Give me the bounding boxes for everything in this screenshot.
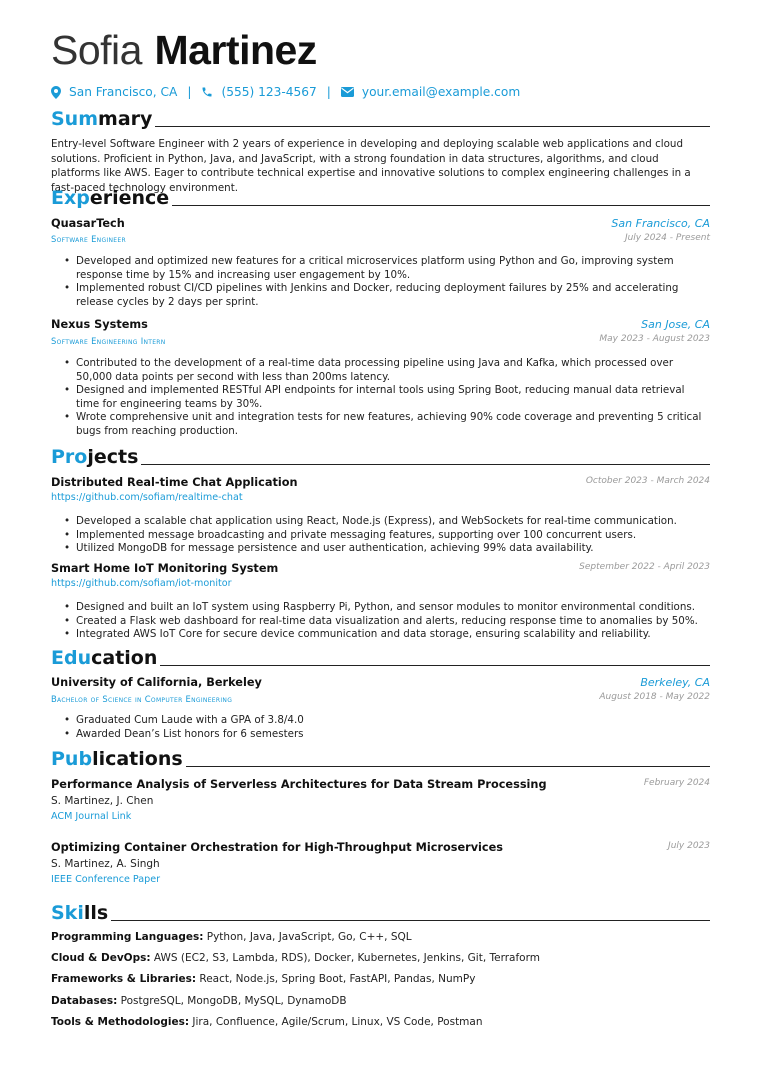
publication-date: February 2024: [643, 778, 710, 788]
project-title: Distributed Real-time Chat Application: [51, 476, 298, 489]
project-title: Smart Home IoT Monitoring System: [51, 562, 279, 575]
heading-accent: Sum: [51, 108, 99, 130]
heading-rest: lications: [92, 748, 183, 770]
last-name: Martinez: [154, 27, 317, 73]
project-dates: September 2022 - April 2023: [579, 562, 710, 572]
job-role: Software Engineering Intern: [51, 336, 166, 346]
project-link[interactable]: https://github.com/sofiam/realtime-chat: [51, 492, 243, 503]
contact-separator: |: [326, 85, 331, 99]
publication-authors: S. Martinez, J. Chen: [51, 795, 154, 807]
heading-rest: lls: [83, 902, 109, 924]
heading-accent: Pro: [51, 446, 88, 468]
section-divider: [172, 205, 710, 206]
skill-row: [51, 952, 540, 964]
education-dates: August 2018 - May 2022: [599, 692, 710, 702]
skill-row: [51, 973, 475, 985]
list-item: • Created a Flask web dashboard for real-time data visualization and alerts, reducing response time to anomalies by 50%.: [62, 615, 710, 629]
section-heading-projects: [51, 446, 710, 468]
list-item: • Contributed to the development of a real-time data processing pipeline using Java and Kafka, which processed over 50,000 data points per second with less than 200ms latency.: [62, 357, 710, 384]
list-item: • Developed and optimized new features for a critical microservices platform using Python and Go, improving system response time by 15% and increasing user engagement by 10%.: [62, 255, 710, 282]
skill-label: Databases:: [51, 995, 118, 1007]
section-heading-publications: [51, 748, 710, 770]
section-heading-experience: [51, 187, 710, 209]
skill-row: [51, 995, 347, 1007]
first-name: Sofia: [51, 27, 142, 73]
list-item: • Utilized MongoDB for message persistence and user authentication, achieving 99% data availability.: [62, 542, 710, 556]
contact-line: [51, 85, 520, 99]
heading-accent: Exp: [51, 187, 90, 209]
phone-text: (555) 123-4567: [221, 85, 317, 99]
location-text: San Francisco, CA: [69, 85, 178, 99]
publication-title: Performance Analysis of Serverless Architectures for Data Stream Processing: [51, 778, 547, 791]
section-divider: [160, 665, 710, 666]
list-item: • Graduated Cum Laude with a GPA of 3.8/4.0: [62, 714, 710, 728]
project-dates: October 2023 - March 2024: [585, 476, 710, 486]
section-divider: [186, 766, 710, 767]
heading-rest: erience: [89, 187, 170, 209]
skill-label: Frameworks & Libraries:: [51, 973, 197, 985]
job-role: Software Engineer: [51, 234, 126, 244]
section-divider: [141, 464, 710, 465]
contact-separator: |: [187, 85, 192, 99]
publication-authors: S. Martinez, A. Singh: [51, 858, 160, 870]
candidate-name: [51, 26, 317, 74]
job-location: San Francisco, CA: [611, 217, 710, 230]
skill-label: Tools & Methodologies:: [51, 1016, 190, 1028]
publication-title: Optimizing Container Orchestration for High-Throughput Microservices: [51, 841, 504, 854]
contact-location: [51, 85, 177, 99]
skill-value: Python, Java, JavaScript, Go, C++, SQL: [206, 931, 412, 943]
degree: Bachelor of Science in Computer Engineering: [51, 694, 233, 704]
section-heading-skills: [51, 902, 710, 924]
summary-text: Entry-level Software Engineer with 2 years of experience in developing and deploying scalable web applications and cloud solutions. Proficient in Python, Java, and JavaScript, with a strong foundation in data structures, algorithms, and cloud platforms like AWS. Eager to contribute technical expertise and innovative solutions to complex engineering challenges in a fast-paced technology environment.: [51, 138, 691, 194]
skill-value: AWS (EC2, S3, Lambda, RDS), Docker, Kubernetes, Jenkins, Git, Terraform: [153, 952, 540, 964]
list-item: • Awarded Dean’s List honors for 6 semesters: [62, 728, 710, 742]
skill-value: PostgreSQL, MongoDB, MySQL, DynamoDB: [120, 995, 347, 1007]
section-divider: [155, 126, 710, 127]
heading-accent: Edu: [51, 647, 92, 669]
job-dates: May 2023 - August 2023: [599, 334, 710, 344]
skill-label: Cloud & DevOps:: [51, 952, 151, 964]
list-item: • Designed and built an IoT system using Raspberry Pi, Python, and sensor modules to monitor environmental conditions.: [62, 601, 710, 615]
publication-link[interactable]: ACM Journal Link: [51, 811, 132, 822]
job-location: San Jose, CA: [641, 318, 710, 331]
list-item: • Implemented message broadcasting and private messaging features, supporting over 100 concurrent users.: [62, 529, 710, 543]
list-item: • Designed and implemented RESTful API endpoints for internal tools using Spring Boot, reducing manual data retrieval time for engineering teams by 30%.: [62, 384, 710, 411]
heading-rest: jects: [87, 446, 139, 468]
envelope-icon: [341, 87, 354, 97]
company-name: QuasarTech: [51, 217, 125, 230]
list-item: • Developed a scalable chat application using React, Node.js (Express), and WebSockets for real-time communication.: [62, 515, 710, 529]
job-bullets: [62, 255, 710, 309]
section-divider: [111, 920, 710, 921]
skill-row: [51, 931, 412, 943]
heading-accent: Pub: [51, 748, 93, 770]
skill-row: [51, 1016, 483, 1028]
email-text: your.email@example.com: [361, 85, 521, 99]
publication-date: July 2023: [668, 841, 710, 851]
list-item: • Integrated AWS IoT Core for secure device communication and data storage, ensuring scalability and reliability.: [62, 628, 710, 642]
phone-icon: [201, 86, 213, 98]
project-bullets: [62, 601, 710, 642]
school-name: University of California, Berkeley: [51, 676, 262, 689]
contact-email[interactable]: [341, 85, 520, 99]
section-heading-summary: [51, 108, 710, 130]
job-bullets: [62, 357, 710, 438]
list-item: • Wrote comprehensive unit and integration tests for new features, achieving 90% code coverage and preventing 5 critical bugs from reaching production.: [62, 411, 710, 438]
map-pin-icon: [51, 86, 61, 99]
heading-rest: mary: [98, 108, 153, 130]
publication-link[interactable]: IEEE Conference Paper: [51, 874, 161, 885]
school-location: Berkeley, CA: [640, 676, 710, 689]
skill-value: React, Node.js, Spring Boot, FastAPI, Pandas, NumPy: [199, 973, 476, 985]
project-link[interactable]: https://github.com/sofiam/iot-monitor: [51, 578, 232, 589]
education-bullets: [62, 714, 710, 741]
heading-rest: cation: [91, 647, 158, 669]
job-dates: July 2024 - Present: [624, 233, 710, 243]
list-item: • Implemented robust CI/CD pipelines with Jenkins and Docker, reducing deployment failures by 25% and accelerating release cycles by 2 days per sprint.: [62, 282, 710, 309]
section-heading-education: [51, 647, 710, 669]
skill-label: Programming Languages:: [51, 931, 204, 943]
heading-accent: Ski: [51, 902, 84, 924]
contact-phone[interactable]: [201, 85, 316, 99]
project-bullets: [62, 515, 710, 556]
company-name: Nexus Systems: [51, 318, 148, 331]
skill-value: Jira, Confluence, Agile/Scrum, Linux, VS Code, Postman: [192, 1016, 483, 1028]
